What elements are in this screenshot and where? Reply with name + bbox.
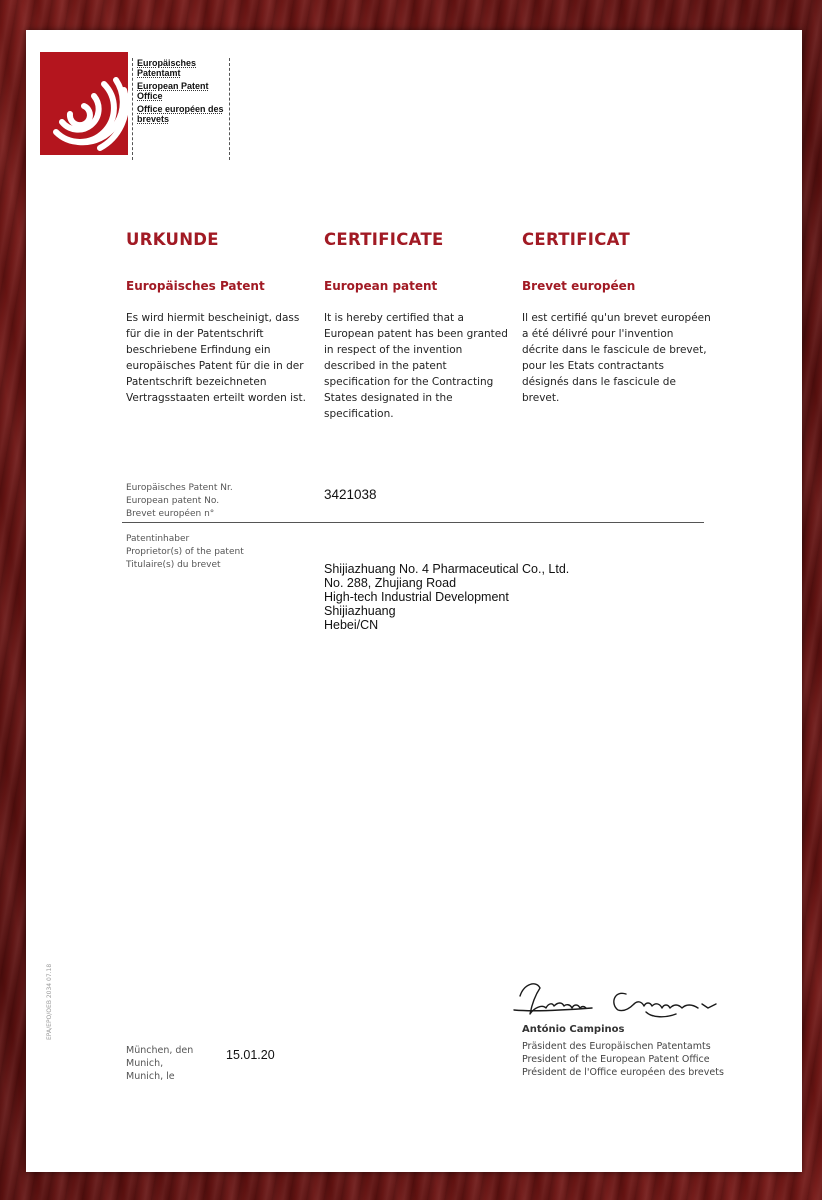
patent-number-label-fr: Brevet européen n° bbox=[126, 509, 215, 519]
office-name-fr: Office européen des brevets bbox=[137, 104, 224, 124]
proprietor-line: No. 288, Zhujiang Road bbox=[324, 576, 457, 590]
divider-line bbox=[122, 522, 704, 523]
proprietor-label-en: Proprietor(s) of the patent bbox=[126, 547, 244, 557]
signatory-title-de: Präsident des Europäischen Patentamts bbox=[522, 1041, 711, 1052]
epo-logo bbox=[40, 52, 128, 155]
signatory-name: António Campinos bbox=[522, 1024, 625, 1035]
proprietor-label-fr: Titulaire(s) du brevet bbox=[126, 560, 221, 570]
office-name-en: European Patent Office bbox=[137, 81, 209, 101]
form-code: EPA/EPO/OEB 2034 07.18 bbox=[46, 963, 53, 1040]
proprietor-line: Shijiazhuang bbox=[324, 604, 396, 618]
heading-urkunde: URKUNDE bbox=[126, 230, 219, 249]
certification-text-fr: Il est certifié qu'un brevet européen a été délivré pour l'invention décrite dans le fascicule de brevet, pour les Etats contractants désignés dans le fascicule de brevet. bbox=[522, 312, 711, 404]
patent-number: 3421038 bbox=[324, 487, 377, 502]
place-label-de: München, den bbox=[126, 1045, 194, 1056]
certification-text-en: It is hereby certified that a European patent has been granted in respect of the invention described in the patent specification for the Contracting States designated in the specification. bbox=[324, 312, 508, 420]
certificate-paper bbox=[26, 30, 802, 1172]
office-name-de: Europäisches Patentamt bbox=[137, 58, 197, 78]
column-english bbox=[324, 230, 514, 420]
proprietor-address bbox=[324, 562, 569, 632]
place-label-en: Munich, bbox=[126, 1058, 164, 1069]
heading-certificate: CERTIFICATE bbox=[324, 230, 444, 249]
issue-date: 15.01.20 bbox=[226, 1048, 275, 1062]
place-label-fr: Munich, le bbox=[126, 1071, 175, 1082]
column-german bbox=[126, 230, 316, 404]
proprietor-line: Hebei/CN bbox=[324, 618, 379, 632]
proprietor-labels bbox=[126, 533, 244, 572]
certification-text-de: Es wird hiermit bescheinigt, dass für die in der Patentschrift beschriebene Erfindung ein europäisches Patent für die in der Patentschrift bezeichneten Vertragsstaaten erteilt worden ist. bbox=[126, 312, 306, 404]
patent-number-label-de: Europäisches Patent Nr. bbox=[126, 483, 233, 493]
epo-logo-icon bbox=[40, 52, 128, 155]
proprietor-label-de: Patentinhaber bbox=[126, 534, 190, 544]
subheading-de: Europäisches Patent bbox=[126, 279, 265, 293]
place-labels bbox=[126, 1044, 193, 1083]
signatory-title-en: President of the European Patent Office bbox=[522, 1054, 710, 1065]
signatory-titles bbox=[522, 1040, 724, 1079]
office-names bbox=[132, 58, 230, 160]
subheading-en: European patent bbox=[324, 279, 438, 293]
patent-number-label-en: European patent No. bbox=[126, 496, 220, 506]
proprietor-line: High-tech Industrial Development bbox=[324, 590, 509, 604]
heading-certificat: CERTIFICAT bbox=[522, 230, 631, 249]
signatory-title-fr: Président de l'Office européen des brevets bbox=[522, 1067, 724, 1078]
column-french bbox=[522, 230, 712, 404]
patent-number-labels bbox=[126, 482, 233, 521]
proprietor-line: Shijiazhuang No. 4 Pharmaceutical Co., Ltd. bbox=[324, 562, 570, 576]
signature-image bbox=[506, 974, 736, 1024]
subheading-fr: Brevet européen bbox=[522, 279, 636, 293]
